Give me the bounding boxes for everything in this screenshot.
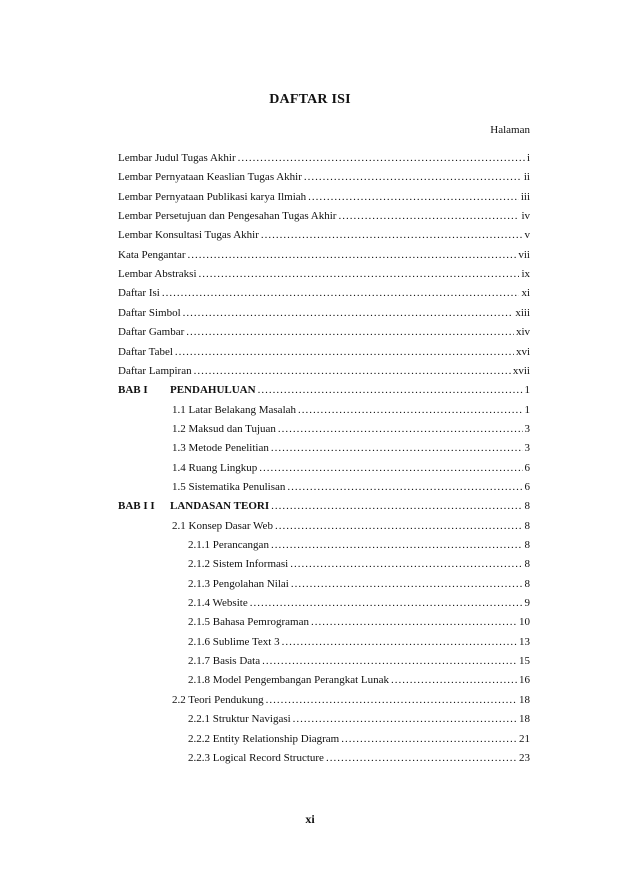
dot-leader xyxy=(194,365,511,377)
toc-entry-label: 1.4 Ruang Lingkup xyxy=(172,462,258,474)
toc-row xyxy=(188,636,530,654)
dot-leader xyxy=(311,616,517,628)
toc-row xyxy=(118,365,530,383)
toc-entry-label: 2.2 Teori Pendukung xyxy=(172,694,264,706)
toc-row xyxy=(188,616,530,634)
toc-row xyxy=(188,733,530,751)
dot-leader xyxy=(271,442,523,454)
toc-page-number: 21 xyxy=(519,733,530,745)
dot-leader xyxy=(262,655,517,667)
dot-leader xyxy=(341,733,517,745)
toc-row xyxy=(188,558,530,576)
toc-row xyxy=(118,210,530,228)
dot-leader xyxy=(278,423,523,435)
toc-chapter-row xyxy=(118,500,530,518)
toc-page-number: 6 xyxy=(524,481,530,493)
toc-row xyxy=(188,713,530,731)
chapter-code: BAB I I xyxy=(118,500,155,512)
toc-row xyxy=(118,268,530,286)
toc-entry-label: 1.1 Latar Belakang Masalah xyxy=(172,404,297,416)
toc-page-number: xi xyxy=(521,287,530,299)
toc-page-number: i xyxy=(526,152,530,164)
toc-page-number: 8 xyxy=(524,520,530,532)
toc-page-number: 10 xyxy=(519,616,530,628)
toc-page-number: ix xyxy=(521,268,530,280)
toc-entry-label: 2.1.5 Bahasa Pemrograman xyxy=(188,616,309,628)
halaman-label: Halaman xyxy=(490,124,530,136)
toc-page-number: 1 xyxy=(524,404,530,416)
dot-leader xyxy=(266,694,517,706)
toc-entry-label: Lembar Pernyataan Keaslian Tugas Akhir xyxy=(118,171,302,183)
toc-entry-label: Lembar Abstraksi xyxy=(118,268,197,280)
toc-row xyxy=(172,462,530,480)
toc-entry-label xyxy=(118,500,269,512)
toc-entry-label: Daftar Tabel xyxy=(118,346,173,358)
toc-page-number: xvi xyxy=(515,346,530,358)
page-number: xi xyxy=(305,812,315,826)
toc-page-number: iii xyxy=(520,191,530,203)
toc-page-number: iv xyxy=(521,210,530,222)
toc-entry-label: 2.1 Konsep Dasar Web xyxy=(172,520,273,532)
toc-row xyxy=(118,287,530,305)
toc-page-number: 8 xyxy=(524,558,530,570)
dot-leader xyxy=(271,539,523,551)
toc-row xyxy=(118,171,530,189)
toc-entry-label: 2.1.3 Pengolahan Nilai xyxy=(188,578,289,590)
toc-entry-label: 1.3 Metode Penelitian xyxy=(172,442,269,454)
toc-page-number: ii xyxy=(523,171,530,183)
toc-page-number: v xyxy=(524,229,530,241)
toc-page-number: xiv xyxy=(515,326,530,338)
toc-row xyxy=(118,191,530,209)
toc-page-number: vii xyxy=(518,249,530,261)
dot-leader xyxy=(304,171,522,183)
toc-entry-label: 1.5 Sistematika Penulisan xyxy=(172,481,286,493)
toc-row xyxy=(188,674,530,692)
chapter-code: BAB I xyxy=(118,384,148,396)
toc-entry-label: 2.1.7 Basis Data xyxy=(188,655,261,667)
toc-page-number: 13 xyxy=(519,636,530,648)
toc-page-number: 9 xyxy=(524,597,530,609)
toc-row xyxy=(118,249,530,267)
dot-leader xyxy=(186,326,514,338)
toc-row xyxy=(118,229,530,247)
toc-page-number: 3 xyxy=(524,442,530,454)
toc-page-number: xiii xyxy=(515,307,530,319)
chapter-title: LANDASAN TEORI xyxy=(170,500,270,512)
toc-row xyxy=(172,423,530,441)
toc-row xyxy=(172,694,530,712)
toc-entry-label: Daftar Lampiran xyxy=(118,365,192,377)
toc-row xyxy=(118,307,530,325)
toc-entry-label: Lembar Konsultasi Tugas Akhir xyxy=(118,229,259,241)
toc-entry-label: 2.2.3 Logical Record Structure xyxy=(188,752,324,764)
toc-page-number: 8 xyxy=(524,539,530,551)
toc-row xyxy=(118,346,530,364)
toc-row xyxy=(172,404,530,422)
dot-leader xyxy=(326,752,517,764)
dot-leader xyxy=(261,229,523,241)
dot-leader xyxy=(291,578,523,590)
toc-entry-label: 2.1.1 Perancangan xyxy=(188,539,269,551)
toc-entry-label: Lembar Pernyataan Publikasi karya Ilmiah xyxy=(118,191,307,203)
dot-leader xyxy=(282,636,517,648)
toc-page-number: 8 xyxy=(524,578,530,590)
dot-leader xyxy=(290,558,522,570)
toc-chapter-row xyxy=(118,384,530,402)
toc-entry-label: 2.2.1 Struktur Navigasi xyxy=(188,713,291,725)
toc-row xyxy=(188,539,530,557)
toc-row xyxy=(118,152,530,170)
toc-entry-label: Kata Pengantar xyxy=(118,249,186,261)
dot-leader xyxy=(183,307,514,319)
dot-leader xyxy=(259,462,522,474)
toc-page-number: 6 xyxy=(524,462,530,474)
dot-leader xyxy=(293,713,517,725)
chapter-title: PENDAHULUAN xyxy=(170,384,256,396)
toc-entry-label: Daftar Isi xyxy=(118,287,160,299)
dot-leader xyxy=(238,152,525,164)
dot-leader xyxy=(250,597,523,609)
toc-page-number: 15 xyxy=(519,655,530,667)
dot-leader xyxy=(199,268,520,280)
toc-row xyxy=(188,752,530,770)
toc-entry-label: 2.2.2 Entity Relationship Diagram xyxy=(188,733,340,745)
dot-leader xyxy=(338,210,519,222)
dot-leader xyxy=(271,500,522,512)
dot-leader xyxy=(175,346,514,358)
dot-leader xyxy=(162,287,520,299)
toc-page-number: 16 xyxy=(519,674,530,686)
toc-entry-label: 2.1.6 Sublime Text 3 xyxy=(188,636,280,648)
toc-entry-label: 2.1.4 Website xyxy=(188,597,248,609)
dot-leader xyxy=(188,249,517,261)
toc-row xyxy=(172,481,530,499)
toc-page-number: 8 xyxy=(524,500,530,512)
dot-leader xyxy=(298,404,522,416)
toc-row xyxy=(188,655,530,673)
toc-row xyxy=(172,520,530,538)
toc-entry-label: Daftar Simbol xyxy=(118,307,181,319)
page-title: DAFTAR ISI xyxy=(269,92,351,107)
toc-page-number: 18 xyxy=(519,713,530,725)
dot-leader xyxy=(258,384,523,396)
dot-leader xyxy=(287,481,522,493)
toc-entry-label: 2.1.8 Model Pengembangan Perangkat Lunak xyxy=(188,674,390,686)
toc-entry-label: 2.1.2 Sistem Informasi xyxy=(188,558,289,570)
toc-entry-label: Lembar Persetujuan dan Pengesahan Tugas Akhir xyxy=(118,210,337,222)
toc-row xyxy=(188,597,530,615)
toc-page-number: 3 xyxy=(524,423,530,435)
toc-page-number: 23 xyxy=(519,752,530,764)
dot-leader xyxy=(275,520,523,532)
toc-page-number: 1 xyxy=(524,384,530,396)
dot-leader xyxy=(308,191,519,203)
toc-row xyxy=(118,326,530,344)
toc-page-number: xvii xyxy=(512,365,530,377)
toc-row xyxy=(188,578,530,596)
toc-entry-label: Daftar Gambar xyxy=(118,326,185,338)
toc-entry-label xyxy=(118,384,256,396)
toc-page-number: 18 xyxy=(519,694,530,706)
toc-entry-label: 1.2 Maksud dan Tujuan xyxy=(172,423,276,435)
toc-row xyxy=(172,442,530,460)
dot-leader xyxy=(391,674,517,686)
toc-entry-label: Lembar Judul Tugas Akhir xyxy=(118,152,236,164)
